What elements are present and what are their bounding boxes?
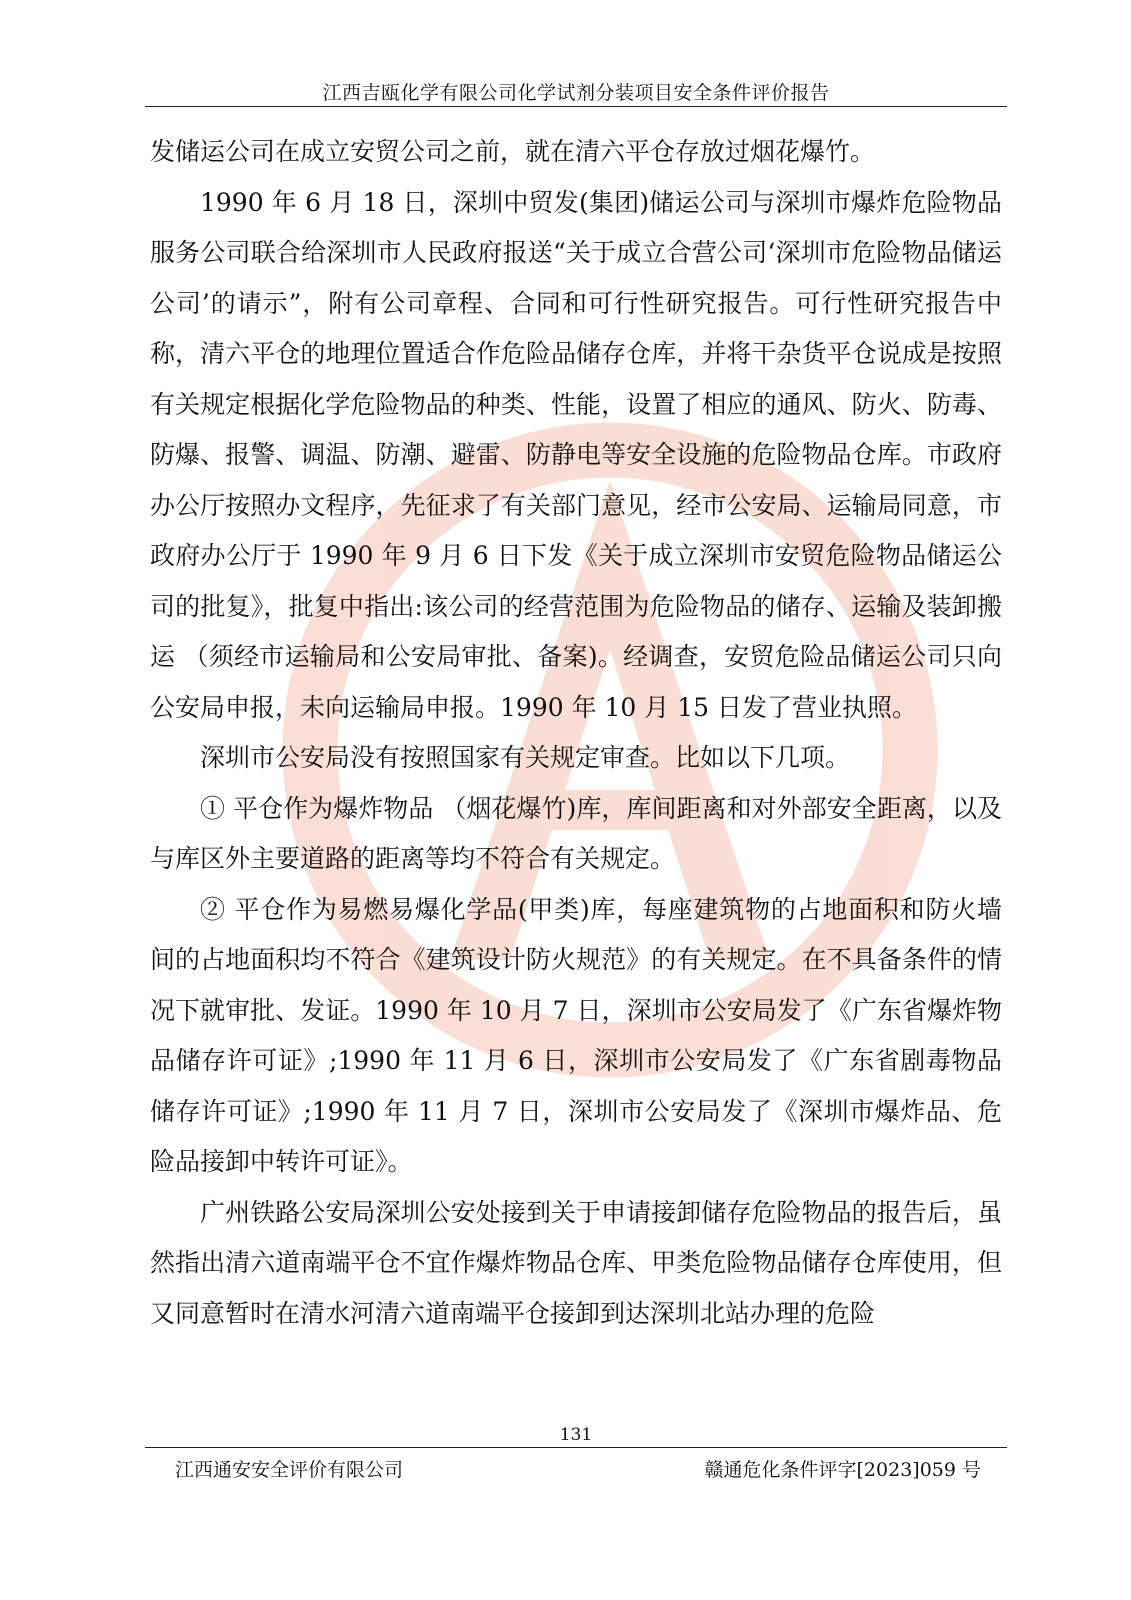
page-header-title: 江西吉瓯化学有限公司化学试剂分装项目安全条件评价报告 <box>322 82 830 104</box>
paragraph: 发储运公司在成立安贸公司之前，就在清六平仓存放过烟花爆竹。 <box>150 137 876 166</box>
paragraph: ① 平仓作为爆炸物品 （烟花爆竹)库，库间距离和对外部安全距离，以及与库区外主要道路的距离等均不符合有关规定。 <box>150 793 1002 873</box>
header-divider <box>145 106 1007 107</box>
paragraph: 广州铁路公安局深圳公安处接到关于申请接卸储存危险物品的报告后，虽然指出清六道南端平仓不宜作爆炸物品仓库、甲类危险物品储存仓库使用，但又同意暂时在清水河清六道南端平仓接卸到达深圳北站办理的危险 <box>150 1197 1002 1328</box>
paragraph: ② 平仓作为易燃易爆化学品(甲类)库，每座建筑物的占地面积和防火墙间的占地面积均不符合《建筑设计防火规范》的有关规定。在不具备条件的情况下就审批、发证。1990 年 10 月 7 日，深圳市公安局发了《广东省爆炸物品储存许可证》;1990 年 11 月 6 日，深圳市公安局发了《广东省剧毒物品储存许可证》;1990 年 11 月 7 日，深圳市公安局发了《深圳市爆炸品、危险品接卸中转许可证》。 <box>150 894 1002 1176</box>
paragraph: 1990 年 6 月 18 日，深圳中贸发(集团)储运公司与深圳市爆炸危险物品服务公司联合给深圳市人民政府报送“关于成立合营公司‘深圳市危险物品储运公司’的请示”，附有公司章程、合同和可行性研究报告。可行性研究报告中称，清六平仓的地理位置适合作危险品储存仓库，并将干杂货平仓说成是按照有关规定根据化学危险物品的种类、性能，设置了相应的通风、防火、防毒、防爆、报警、调温、防潮、避雷、防静电等安全设施的危险物品仓库。市政府办公厅按照办文程序，先征求了有关部门意见，经市公安局、运输局同意，市政府办公厅于 1990 年 9 月 6 日下发《关于成立深圳市安贸危险物品储运公司的批复》，批复中指出:该公司的经营范围为危险物品的储存、运输及装卸搬运 （须经市运输局和公安局审批、备案)。经调查，安贸危险品储运公司只向公安局申报，未向运输局申报。1990 年 10 月 15 日发了营业执照。 <box>150 187 1002 722</box>
paragraph: 深圳市公安局没有按照国家有关规定审查。比如以下几项。 <box>200 743 851 772</box>
footer-divider <box>145 1447 1007 1448</box>
document-body <box>150 127 1002 1339</box>
footer-document-code: 赣通危化条件评字[2023]059 号 <box>704 1459 981 1481</box>
footer-company-name: 江西通安安全评价有限公司 <box>175 1459 404 1481</box>
page-number: 131 <box>559 1425 593 1445</box>
